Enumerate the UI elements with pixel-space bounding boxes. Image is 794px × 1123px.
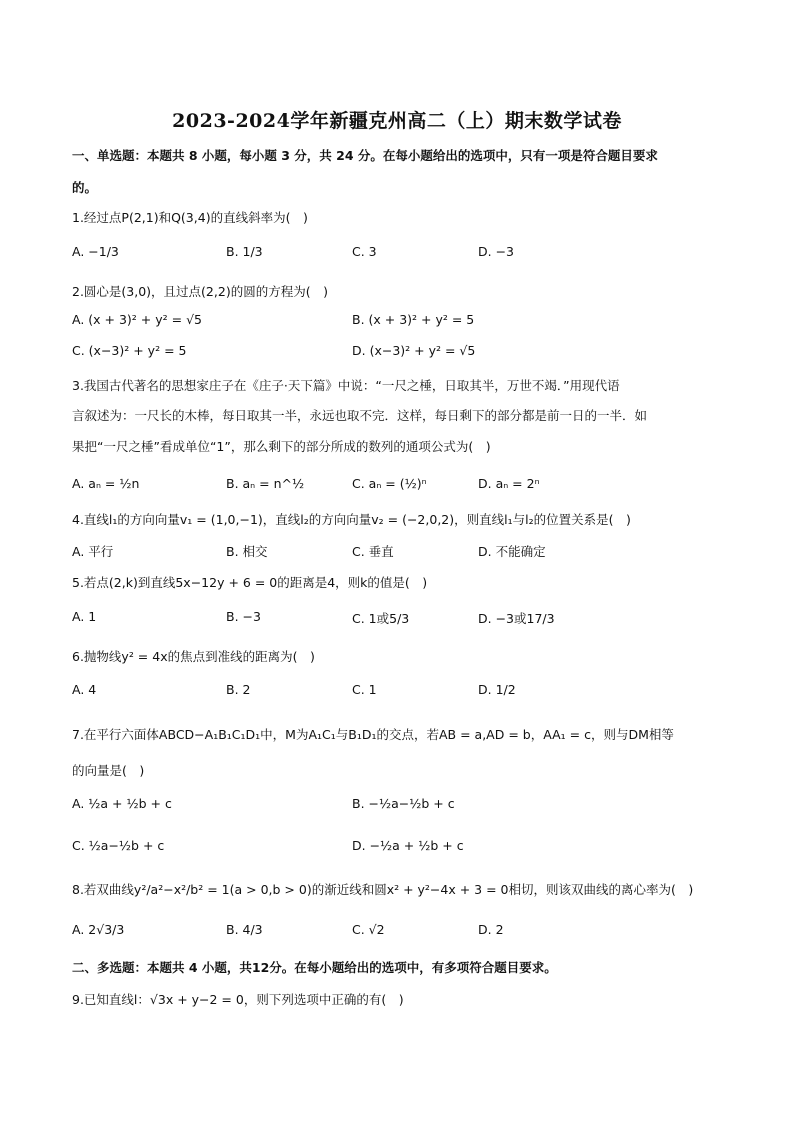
question-2-option-b: B. (x + 3)² + y² = 5: [352, 312, 475, 327]
question-5-option-d: D. −3或17/3: [478, 611, 555, 626]
question-3-stem-line-1: 3.我国古代著名的思想家庄子在《庄子·天下篇》中说：“一尺之棰，日取其半，万世不竭．”用现代语: [72, 378, 620, 393]
question-1-option-b: B. 1/3: [226, 244, 263, 259]
question-6-option-d: D. 1/2: [478, 682, 516, 697]
question-3-option-b: B. aₙ = n^½: [226, 476, 305, 491]
question-2-option-d: D. (x−3)² + y² = √5: [352, 343, 476, 358]
question-2-option-c: C. (x−3)² + y² = 5: [72, 343, 187, 358]
question-6-option-a: A. 4: [72, 682, 97, 697]
question-2-stem: 2.圆心是(3,0)，且过点(2,2)的圆的方程为( ): [72, 284, 328, 299]
question-5-option-b: B. −3: [226, 609, 261, 624]
question-3-option-d: D. aₙ = 2ⁿ: [478, 476, 540, 491]
question-8-option-b: B. 4/3: [226, 922, 263, 937]
question-9-stem: 9.已知直线l：√3x + y−2 = 0，则下列选项中正确的有( ): [72, 992, 404, 1007]
question-4-option-a: A. 平行: [72, 544, 114, 559]
question-6-stem: 6.抛物线y² = 4x的焦点到准线的距离为( ): [72, 649, 315, 664]
question-4-stem: 4.直线l₁的方向向量v₁ = (1,0,−1)，直线l₂的方向向量v₂ = (−2,0,2)，则直线l₁与l₂的位置关系是( ): [72, 512, 631, 527]
question-4-option-d: D. 不能确定: [478, 544, 546, 559]
question-7-option-b: B. −½a−½b + c: [352, 796, 455, 811]
question-4-option-b: B. 相交: [226, 544, 268, 559]
question-5-stem: 5.若点(2,k)到直线5x−12y + 6 = 0的距离是4，则k的值是( ): [72, 575, 428, 590]
question-7-stem-line-1: 7.在平行六面体ABCD−A₁B₁C₁D₁中，M为A₁C₁与B₁D₁的交点，若AB = a,AD = b，AA₁ = c，则与DM相等: [72, 727, 674, 742]
question-4-option-c: C. 垂直: [352, 544, 394, 559]
question-8-stem: 8.若双曲线y²/a²−x²/b² = 1(a > 0,b > 0)的渐近线和圆x² + y²−4x + 3 = 0相切，则该双曲线的离心率为( ): [72, 882, 694, 897]
question-2-option-a: A. (x + 3)² + y² = √5: [72, 312, 202, 327]
question-1-option-a: A. −1/3: [72, 244, 119, 259]
question-7-option-a: A. ½a + ½b + c: [72, 796, 172, 811]
question-6-option-c: C. 1: [352, 682, 377, 697]
section-1-heading-cont: 的。: [72, 180, 98, 195]
question-8-option-d: D. 2: [478, 922, 504, 937]
question-5-option-c: C. 1或5/3: [352, 611, 410, 626]
section-1-heading: 一、单选题：本题共 8 小题，每小题 3 分，共 24 分。在每小题给出的选项中，只有一项是符合题目要求: [72, 148, 658, 163]
question-3-stem-line-3: 果把“一尺之棰”看成单位“1”，那么剩下的部分所成的数列的通项公式为( ): [72, 439, 491, 454]
question-5-option-a: A. 1: [72, 609, 97, 624]
question-1-option-d: D. −3: [478, 244, 514, 259]
question-7-option-c: C. ½a−½b + c: [72, 838, 165, 853]
question-8-option-c: C. √2: [352, 922, 385, 937]
question-1-stem: 1.经过点P(2,1)和Q(3,4)的直线斜率为( ): [72, 210, 308, 225]
question-6-option-b: B. 2: [226, 682, 251, 697]
question-3-option-a: A. aₙ = ½n: [72, 476, 140, 491]
exam-title: 2023-2024学年新疆克州高二（上）期末数学试卷: [172, 110, 622, 132]
question-8-option-a: A. 2√3/3: [72, 922, 125, 937]
question-3-option-c: C. aₙ = (½)ⁿ: [352, 476, 427, 491]
question-1-option-c: C. 3: [352, 244, 377, 259]
question-3-stem-line-2: 言叙述为：一尺长的木棒，每日取其一半，永远也取不完．这样，每日剩下的部分都是前一日的一半．如: [72, 408, 648, 423]
question-7-option-d: D. −½a + ½b + c: [352, 838, 464, 853]
section-2-heading: 二、多选题：本题共 4 小题，共12分。在每小题给出的选项中，有多项符合题目要求。: [72, 960, 557, 975]
question-7-stem-line-2: 的向量是( ): [72, 763, 145, 778]
